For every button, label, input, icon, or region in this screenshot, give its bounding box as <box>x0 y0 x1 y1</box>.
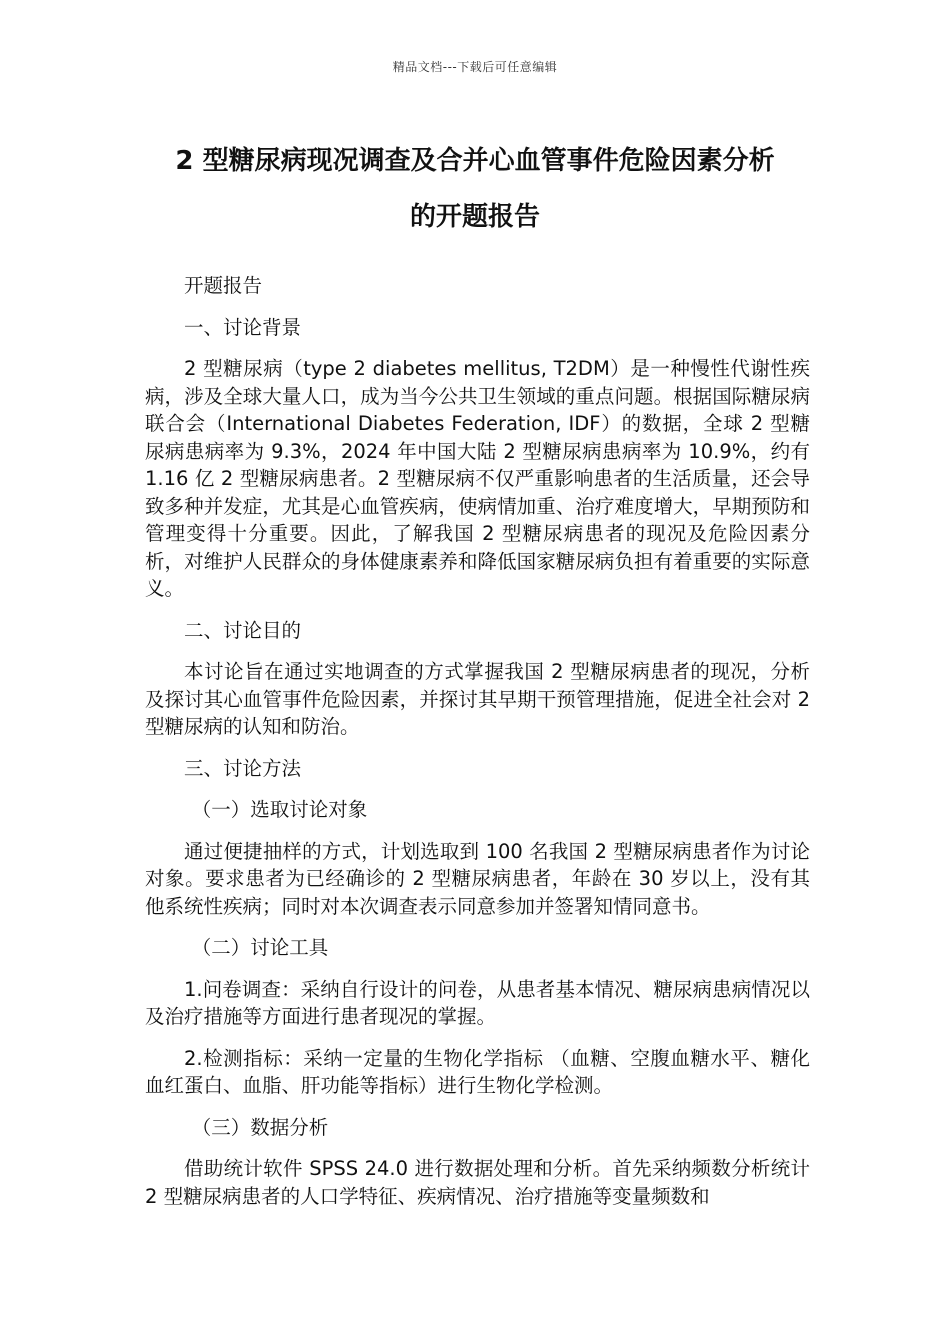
subheading-data-analysis: （三）数据分析 <box>191 1115 329 1139</box>
subheading-subjects: （一）选取讨论对象 <box>191 798 368 821</box>
report-label: 开题报告 <box>184 274 263 297</box>
section-heading-background: 一、讨论背景 <box>184 315 302 339</box>
paragraph-data-analysis: 借助统计软件 SPSS 24.0 进行数据处理和分析。首先采纳频数分析统计 2 型糖尿病患者的人口学特征、疾病情况、治疗措施等变量频数和 <box>145 1157 810 1208</box>
document-title-line-1: 2 型糖尿病现况调查及合并心血管事件危险因素分析 <box>175 146 775 176</box>
subheading-tools: （二）讨论工具 <box>191 936 329 959</box>
list-item-questionnaire: 1.问卷调查：采纳自行设计的问卷，从患者基本情况、糖尿病患病情况以及治疗措施等方面进行患者现况的掌握。 <box>145 977 810 1028</box>
section-heading-methods: 三、讨论方法 <box>184 756 302 780</box>
document-body <box>145 272 810 1224</box>
paragraph-subjects: 通过便捷抽样的方式，计划选取到 100 名我国 2 型糖尿病患者作为讨论对象。要求患者为已经确诊的 2 型糖尿病患者，年龄在 30 岁以上，没有其他系统性疾病；同时对本次调查表示同意参加并签署知情同意书。 <box>145 839 810 918</box>
paragraph-purpose: 本讨论旨在通过实地调查的方式掌握我国 2 型糖尿病患者的现况，分析及探讨其心血管事件危险因素，并探讨其早期干预管理措施，促进全社会对 2 型糖尿病的认知和防治。 <box>145 660 810 738</box>
paragraph-background: 2 型糖尿病（type 2 diabetes mellitus, T2DM）是一种慢性代谢性疾病，涉及全球大量人口，成为当今公共卫生领域的重点问题。根据国际糖尿病联合会（International Diabetes Federation, IDF）的数据，全球 2 型糖尿病患病率为 9.3%，2024 年中国大陆 2 型糖尿病患病率为 10.9%，约有 1.16 亿 2 型糖尿病患者。2 型糖尿病不仅严重影响患者的生活质量，还会导致多种并发症，尤其是心血管疾病，使病情加重、治疗难度增大，早期预防和管理变得十分重要。因此，了解我国 2 型糖尿病患者的现况及危险因素分析，对维护人民群众的身体健康素养和降低国家糖尿病负担有着重要的实际意义。 <box>145 357 810 600</box>
page-header-watermark: 精品文档---下载后可任意编辑 <box>392 60 558 74</box>
section-heading-purpose: 二、讨论目的 <box>184 618 302 642</box>
document-title-line-2: 的开题报告 <box>409 202 540 232</box>
list-item-indicators: 2.检测指标：采纳一定量的生物化学指标 （血糖、空腹血糖水平、糖化血红蛋白、血脂、肝功能等指标）进行生物化学检测。 <box>145 1046 810 1097</box>
